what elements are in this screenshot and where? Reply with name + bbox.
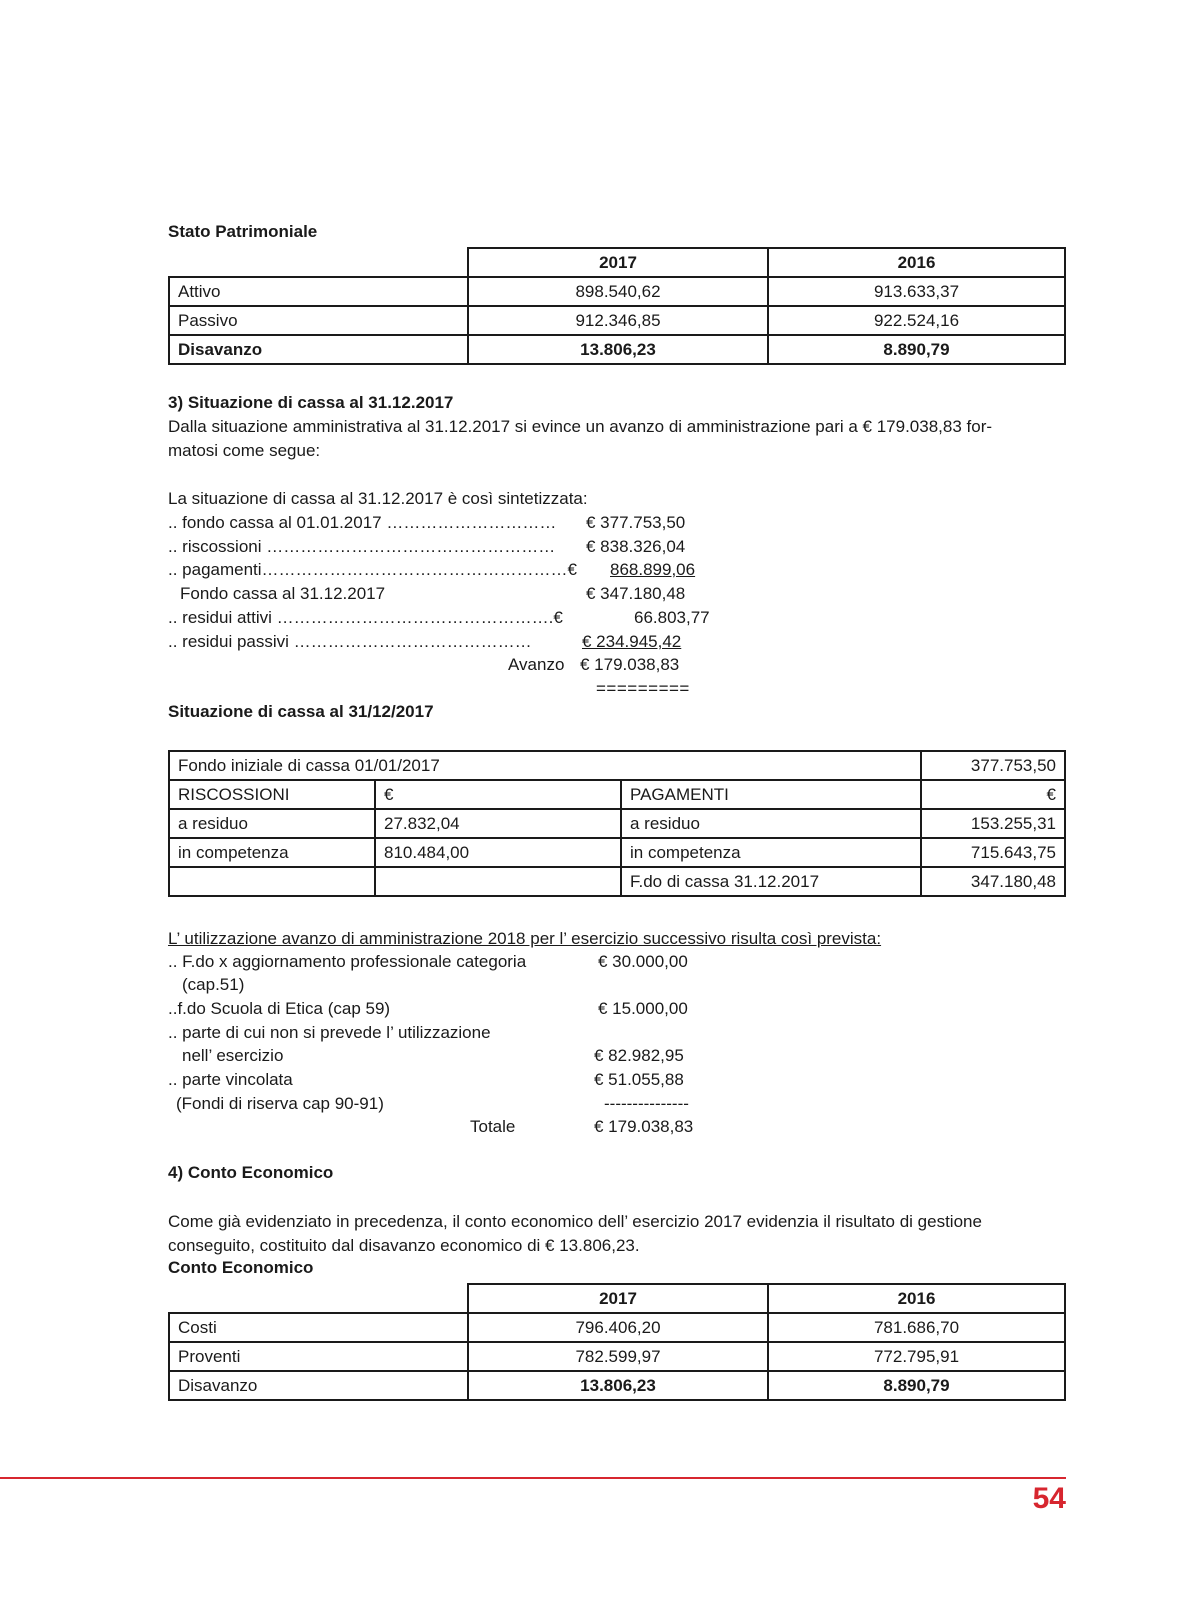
riscossioni-value: 810.484,00 <box>375 838 621 867</box>
row-label: Costi <box>169 1313 468 1342</box>
cassa-line-label: .. residui attivi ………………………………………….€ <box>168 608 563 627</box>
cassa-line-amount: € 347.180,48 <box>586 584 686 603</box>
cassa-table <box>168 750 1066 897</box>
totale-label: Totale <box>470 1117 516 1136</box>
section-4-paragraph-line2: conseguito, costituito dal disavanzo economico di € 13.806,23. <box>168 1236 640 1255</box>
utilizzazione-line-label: nell’ esercizio <box>182 1046 284 1065</box>
conto-economico-title: Conto Economico <box>168 1258 314 1277</box>
riscossioni-label: a residuo <box>169 809 375 838</box>
cassa-line-amount: € 234.945,42 <box>582 632 682 651</box>
cassa-line-amount: € 377.753,50 <box>586 513 686 532</box>
col-header-2017: 2017 <box>468 248 768 277</box>
pagamenti-label: a residuo <box>621 809 921 838</box>
pagamenti-value: 153.255,31 <box>921 809 1065 838</box>
col-header-euro: € <box>921 780 1065 809</box>
page-number: 54 <box>1032 1482 1066 1515</box>
footer-rule <box>0 1477 1066 1479</box>
pagamenti-value: 347.180,48 <box>921 867 1065 896</box>
table-row <box>169 335 1065 364</box>
dashed-rule: --------------- <box>604 1094 689 1113</box>
table-row <box>169 1313 1065 1342</box>
utilizzazione-line-amount: € 51.055,88 <box>594 1070 684 1089</box>
row-value-2016: 922.524,16 <box>768 306 1065 335</box>
stato-patrimoniale-title: Stato Patrimoniale <box>168 222 318 241</box>
table-row <box>169 1371 1065 1400</box>
utilizzazione-line-label: ..f.do Scuola di Etica (cap 59) <box>168 999 391 1018</box>
row-label: Disavanzo <box>169 1371 468 1400</box>
row-value-2016: 8.890,79 <box>768 335 1065 364</box>
utilizzazione-line-label: .. F.do x aggiornamento professionale categoria <box>168 952 527 971</box>
row-value-2017: 782.599,97 <box>468 1342 768 1371</box>
cassa-line-label: Fondo cassa al 31.12.2017 <box>180 584 386 603</box>
table-row <box>169 809 1065 838</box>
row-value-2016: 781.686,70 <box>768 1313 1065 1342</box>
table-header-row <box>169 248 1065 277</box>
cassa-line-label: .. riscossioni …………………………………………… <box>168 537 556 556</box>
row-value-2016: 913.633,37 <box>768 277 1065 306</box>
col-header-pagamenti: PAGAMENTI <box>621 780 921 809</box>
utilizzazione-line-label: (Fondi di riserva cap 90-91) <box>176 1094 384 1113</box>
section-3-heading: 3) Situazione di cassa al 31.12.2017 <box>168 393 454 412</box>
row-value-2017: 898.540,62 <box>468 277 768 306</box>
col-header-2017: 2017 <box>468 1284 768 1313</box>
fondo-iniziale-value: 377.753,50 <box>921 751 1065 780</box>
col-header-euro: € <box>375 780 621 809</box>
avanzo-label: Avanzo <box>508 655 565 674</box>
table-header-row <box>169 1284 1065 1313</box>
section-4-paragraph-line1: Come già evidenziato in precedenza, il conto economico dell’ esercizio 2017 evidenzia il risultato di gestione <box>168 1212 982 1231</box>
cassa-intro: La situazione di cassa al 31.12.2017 è così sintetizzata: <box>168 489 588 508</box>
section-4-heading: 4) Conto Economico <box>168 1163 334 1182</box>
utilizzazione-line-amount: € 30.000,00 <box>598 952 688 971</box>
double-rule: ========= <box>596 679 690 698</box>
stato-patrimoniale-table <box>168 247 1066 365</box>
row-value-2016: 8.890,79 <box>768 1371 1065 1400</box>
section-3-paragraph-line2: matosi come segue: <box>168 441 321 460</box>
table-row <box>169 306 1065 335</box>
utilizzazione-line-label: .. parte vincolata <box>168 1070 293 1089</box>
row-label: Disavanzo <box>169 335 468 364</box>
riscossioni-value: 27.832,04 <box>375 809 621 838</box>
cassa-line-amount: € 838.326,04 <box>586 537 686 556</box>
row-label: Attivo <box>169 277 468 306</box>
pagamenti-label: F.do di cassa 31.12.2017 <box>621 867 921 896</box>
utilizzazione-line-amount: € 15.000,00 <box>598 999 688 1018</box>
utilizzazione-heading: L’ utilizzazione avanzo di amministrazione 2018 per l’ esercizio successivo risulta così prevista: <box>168 929 882 948</box>
riscossioni-label: in competenza <box>169 838 375 867</box>
cassa-line-label: .. residui passivi …………………………………… <box>168 632 532 651</box>
cassa-line-amount: 66.803,77 <box>634 608 710 627</box>
row-value-2017: 912.346,85 <box>468 306 768 335</box>
col-header-riscossioni: RISCOSSIONI <box>169 780 375 809</box>
table-row <box>169 277 1065 306</box>
table-header-row <box>169 780 1065 809</box>
cassa-line-amount: 868.899,06 <box>610 560 696 579</box>
table-row <box>169 867 1065 896</box>
row-value-2016: 772.795,91 <box>768 1342 1065 1371</box>
table-row <box>169 751 1065 780</box>
row-value-2017: 13.806,23 <box>468 335 768 364</box>
cassa-table-title: Situazione di cassa al 31/12/2017 <box>168 702 434 721</box>
utilizzazione-line-label: (cap.51) <box>182 975 245 994</box>
section-3-paragraph-line1: Dalla situazione amministrativa al 31.12.2017 si evince un avanzo di amministrazione pari a € 179.038,83 for- <box>168 417 993 436</box>
conto-economico-table <box>168 1283 1066 1401</box>
row-label: Proventi <box>169 1342 468 1371</box>
riscossioni-value <box>375 867 621 896</box>
utilizzazione-line-amount: € 82.982,95 <box>594 1046 684 1065</box>
riscossioni-label <box>169 867 375 896</box>
row-value-2017: 13.806,23 <box>468 1371 768 1400</box>
col-header-2016: 2016 <box>768 1284 1065 1313</box>
cassa-line-label: .. pagamenti………………………………………………€ <box>168 560 578 579</box>
table-row <box>169 838 1065 867</box>
pagamenti-value: 715.643,75 <box>921 838 1065 867</box>
pagamenti-label: in competenza <box>621 838 921 867</box>
totale-amount: € 179.038,83 <box>594 1117 694 1136</box>
table-row <box>169 1342 1065 1371</box>
fondo-iniziale-label: Fondo iniziale di cassa 01/01/2017 <box>169 751 921 780</box>
row-label: Passivo <box>169 306 468 335</box>
row-value-2017: 796.406,20 <box>468 1313 768 1342</box>
utilizzazione-line-label: .. parte di cui non si prevede l’ utilizzazione <box>168 1023 491 1042</box>
cassa-line-label: .. fondo cassa al 01.01.2017 ………………………… <box>168 513 557 532</box>
avanzo-amount: € 179.038,83 <box>580 655 680 674</box>
col-header-2016: 2016 <box>768 248 1065 277</box>
